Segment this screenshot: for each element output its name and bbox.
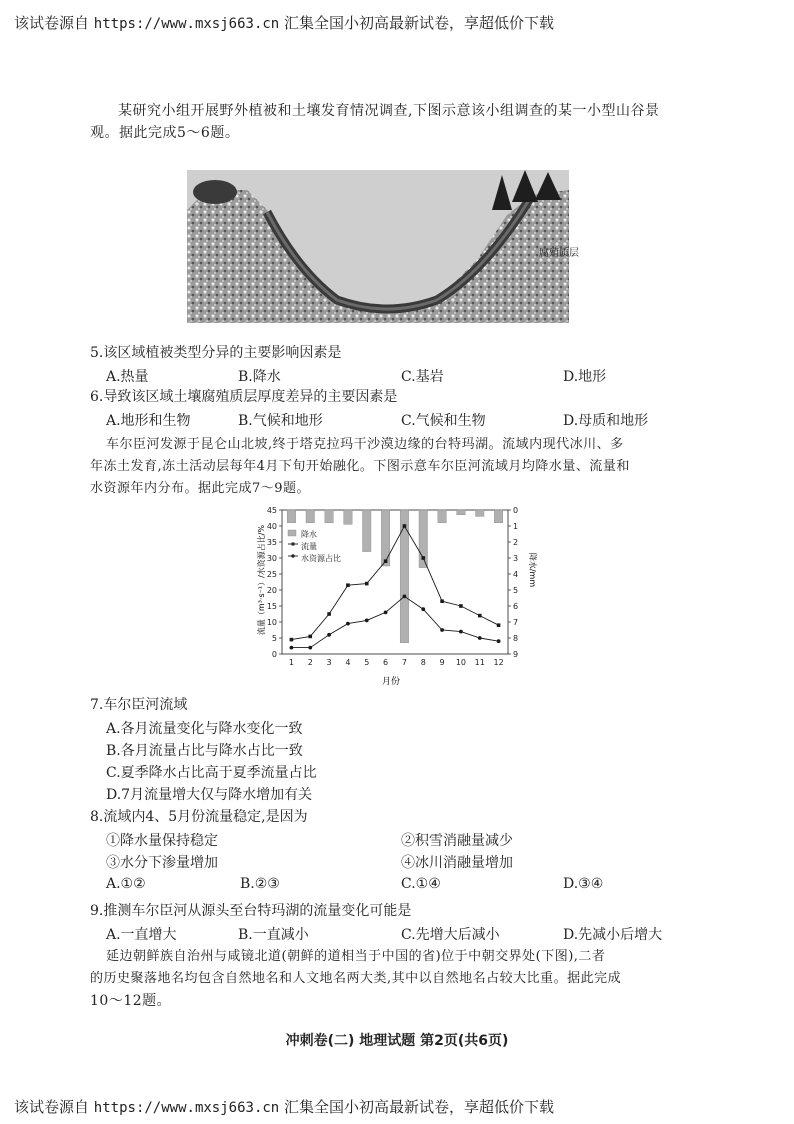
chart-point-water-share [365, 619, 369, 623]
q8-item-3: ③水分下渗量增加 [106, 855, 218, 871]
chart-bar-precipitation [306, 510, 314, 523]
chart-x-tick-label: 1 [288, 658, 294, 667]
chart-point-flow [327, 612, 331, 616]
chart-point-flow [384, 559, 388, 563]
intro-5-6-line2: 观。据此完成5～6题。 [90, 125, 240, 141]
q6-option-b: B.气候和地形 [238, 413, 323, 429]
q6-stem: 6.导致该区域土壤腐殖质层厚度差异的主要因素是 [90, 389, 398, 405]
chart-point-water-share [497, 639, 501, 643]
chart-y2-tick-label: 9 [513, 650, 519, 659]
humus-layer-label: 腐殖质层 [539, 248, 579, 259]
q8-item-4: ④冰川消融量增加 [401, 855, 513, 871]
page-footer: 冲刺卷(二) 地理试题 第2页(共6页) [285, 1033, 509, 1049]
chart-x-tick-label: 8 [420, 658, 426, 667]
header-url-link[interactable]: https://www.mxsj663.cn [93, 16, 280, 32]
chart-y2-tick-label: 8 [513, 634, 519, 643]
chart-point-flow [459, 604, 463, 608]
chart-x-tick-label: 10 [455, 658, 467, 667]
q6-option-d: D.母质和地形 [563, 413, 649, 429]
header-source-text: 该试卷源自 [14, 14, 90, 32]
chart-legend-label: 流量 [301, 542, 317, 551]
header-promo-text: 汇集全国小初高最新试卷，享超低价下载 [284, 14, 555, 32]
page-header [14, 12, 554, 33]
q5-option-c: C.基岩 [401, 369, 444, 385]
valley-landscape-figure [187, 170, 579, 323]
chart-y-tick-label: 10 [266, 618, 277, 627]
q9-option-b: B.一直减小 [238, 927, 309, 943]
q8-option-d: D.③④ [563, 876, 604, 892]
chart-point-water-share [290, 646, 294, 650]
chart-x-tick-label: 6 [383, 658, 389, 667]
chart-y2-tick-label: 7 [513, 618, 519, 627]
chart-point-flow [421, 556, 425, 560]
chart-y-tick-label: 20 [266, 586, 277, 595]
chart-point-flow [365, 582, 369, 586]
chart-legend-label: 水资源占比 [301, 554, 341, 563]
intro-7-9-line1: 车尔臣河发源于昆仑山北坡,终于塔克拉玛干沙漠边缘的台特玛湖。流域内现代冰川、多 [106, 437, 624, 452]
chart-x-tick-label: 3 [326, 658, 332, 667]
chart-y-tick-label: 25 [266, 570, 277, 579]
chart-point-water-share [308, 646, 312, 650]
chart-y2-tick-label: 1 [513, 522, 519, 531]
intro-10-12-line2: 的历史聚落地名均包含自然地名和人文地名两大类,其中以自然地名占较大比重。据此完成 [90, 971, 622, 986]
chart-bar-precipitation [400, 510, 408, 643]
q8-item-1: ①降水量保持稳定 [106, 833, 218, 849]
q8-option-b: B.②③ [240, 876, 280, 892]
chart-y2-axis-label: 降水/mm [528, 552, 537, 588]
q5-option-d: D.地形 [563, 369, 607, 385]
chart-x-axis-label: 月份 [381, 677, 401, 687]
chart-x-tick-label: 5 [364, 658, 370, 667]
q5-option-a: A.热量 [106, 369, 149, 385]
chart-y2-tick-label: 2 [513, 538, 519, 547]
page-bottom-banner [14, 1096, 554, 1117]
chart-bar-precipitation [287, 510, 295, 523]
chart-point-flow [440, 599, 444, 603]
cherchen-river-chart [256, 500, 538, 688]
chart-point-flow [346, 583, 350, 587]
intro-7-9-line3: 水资源年内分布。据此完成7～9题。 [90, 481, 311, 496]
chart-x-tick-label: 12 [493, 658, 504, 667]
chart-point-water-share [327, 633, 331, 637]
chart-y-tick-label: 0 [271, 650, 277, 659]
intro-10-12-line1: 延边朝鲜族自治州与咸镜北道(朝鲜的道相当于中国的省)位于中朝交界处(下图),二者 [106, 949, 606, 964]
chart-y-tick-label: 30 [266, 554, 277, 563]
chart-point-flow [403, 524, 407, 528]
chart-point-water-share [403, 595, 407, 599]
chart-x-tick-label: 4 [345, 658, 351, 667]
q7-option-b: B.各月流量占比与降水占比一致 [106, 743, 303, 759]
q8-item-2: ②积雪消融量减少 [401, 833, 513, 849]
chart-bar-precipitation [325, 510, 333, 523]
chart-point-flow [290, 638, 294, 642]
q7-stem: 7.车尔臣河流域 [90, 697, 188, 713]
chart-point-flow [308, 635, 312, 639]
intro-5-6-line1: 某研究小组开展野外植被和土壤发育情况调查,下图示意该小组调查的某一小型山谷景 [118, 103, 660, 119]
chart-x-tick-label: 9 [439, 658, 445, 667]
chart-bar-precipitation [438, 510, 446, 523]
intro-10-12-line3: 10～12题。 [90, 993, 172, 1009]
intro-7-9-line2: 年冻土发育,冻土活动层每年4月下旬开始融化。下图示意车尔臣河流域月均降水量、流量和 [90, 459, 630, 474]
chart-point-water-share [459, 630, 463, 634]
q8-option-a: A.①② [106, 876, 146, 892]
q5-option-b: B.降水 [238, 369, 281, 385]
chart-bar-precipitation [363, 510, 371, 552]
chart-x-tick-label: 2 [307, 658, 313, 667]
q5-stem: 5.该区域植被类型分异的主要影响因素是 [90, 345, 342, 361]
chart-y2-tick-label: 5 [513, 586, 519, 595]
q7-option-d: D.7月流量增大仅与降水增加有关 [106, 787, 313, 803]
chart-point-water-share [384, 611, 388, 615]
q6-option-c: C.气候和生物 [401, 413, 486, 429]
q8-stem: 8.流域内4、5月份流量稳定,是因为 [90, 809, 308, 825]
chart-y-tick-label: 40 [266, 522, 277, 531]
chart-point-water-share [478, 636, 482, 640]
chart-y2-tick-label: 6 [513, 602, 519, 611]
chart-y-tick-label: 5 [271, 634, 277, 643]
chart-legend-label: 降水 [301, 530, 317, 539]
q9-option-d: D.先减小后增大 [563, 927, 663, 943]
chart-bar-precipitation [344, 510, 352, 524]
chart-x-tick-label: 7 [401, 658, 407, 667]
chart-legend-swatch-precipitation [288, 530, 296, 536]
chart-point-water-share [421, 607, 425, 611]
q7-option-a: A.各月流量变化与降水变化一致 [106, 721, 303, 737]
q9-stem: 9.推测车尔臣河从源头至台特玛湖的流量变化可能是 [90, 903, 412, 919]
chart-point-water-share [346, 622, 350, 626]
bottom-promo-text: 汇集全国小初高最新试卷，享超低价下载 [284, 1098, 555, 1116]
q8-option-c: C.①④ [401, 876, 441, 892]
chart-y-axis-label: 流量（m³·s⁻¹）/水资源占比/% [257, 524, 266, 636]
chart-y2-tick-label: 0 [513, 506, 519, 515]
chart-point-water-share [440, 628, 444, 632]
bottom-url-link[interactable]: https://www.mxsj663.cn [93, 1100, 280, 1116]
chart-y-tick-label: 45 [266, 506, 277, 515]
chart-y-tick-label: 35 [266, 538, 277, 547]
chart-y2-tick-label: 3 [513, 554, 519, 563]
q6-option-a: A.地形和生物 [106, 413, 191, 429]
chart-bar-precipitation [457, 510, 465, 515]
chart-bar-precipitation [494, 510, 502, 523]
q9-option-c: C.先增大后减小 [401, 927, 500, 943]
chart-legend-marker-flow [292, 543, 295, 546]
chart-bar-precipitation [476, 510, 484, 516]
chart-y-tick-label: 15 [266, 602, 277, 611]
chart-line-flow [291, 526, 498, 640]
shrub-left [193, 180, 237, 204]
chart-bar-precipitation [381, 510, 389, 566]
chart-legend-marker-water-share [291, 554, 294, 557]
chart-x-tick-label: 11 [474, 658, 485, 667]
bottom-source-text: 该试卷源自 [14, 1098, 90, 1116]
q7-option-c: C.夏季降水占比高于夏季流量占比 [106, 765, 317, 781]
q9-option-a: A.一直增大 [106, 927, 177, 943]
chart-point-flow [497, 623, 501, 627]
chart-point-flow [478, 614, 482, 618]
chart-y2-tick-label: 4 [513, 570, 519, 579]
